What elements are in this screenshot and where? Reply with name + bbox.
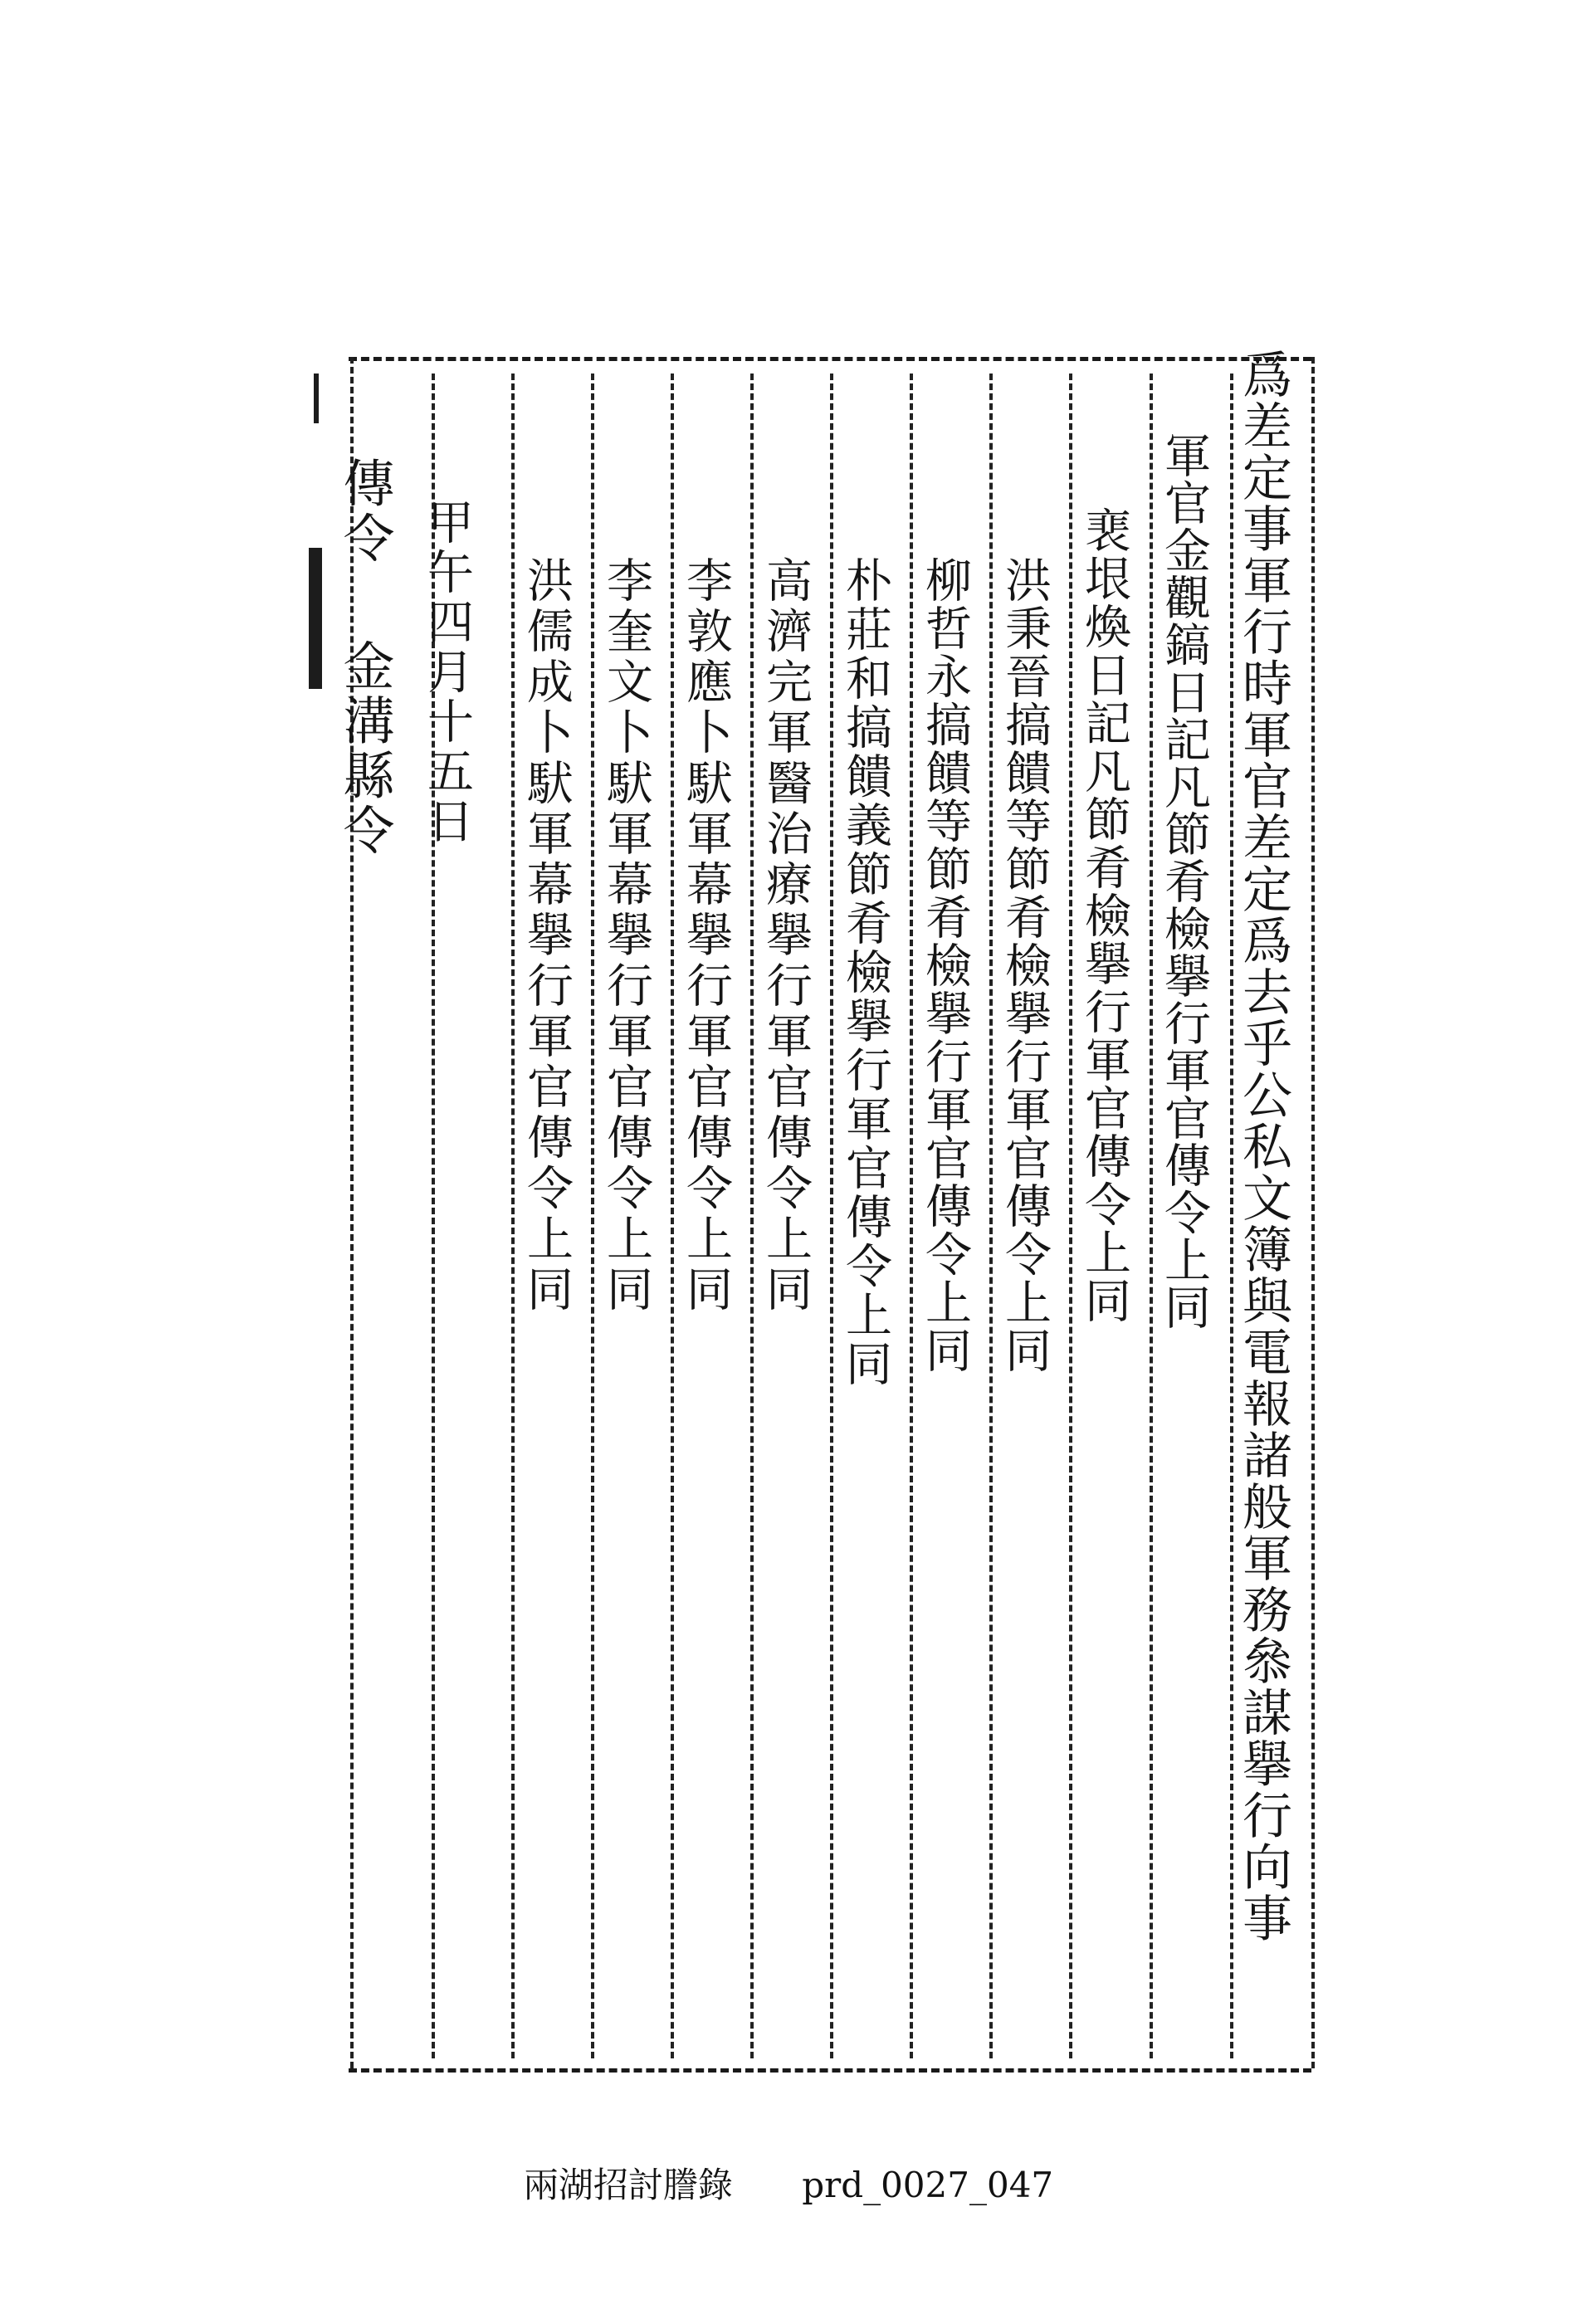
right-border-rule	[1311, 357, 1315, 2068]
column-rule	[1150, 374, 1153, 2058]
page-caption	[0, 2158, 1577, 2208]
page-id: prd_0027_047	[802, 2165, 1054, 2205]
entry-column: 李敦應卜䭾軍幕擧行軍官傳令上同	[679, 556, 733, 1316]
column-rule	[910, 374, 913, 2058]
date-column: 甲午四月十五日	[420, 498, 474, 847]
column-rule	[591, 374, 594, 2058]
column-rule	[1069, 374, 1072, 2058]
entry-column: 軍官金觀鎬日記凡節肴檢擧行軍官傳令上同	[1157, 432, 1211, 1330]
closing-office: 金溝縣令	[334, 639, 395, 858]
column-rule	[750, 374, 754, 2058]
manuscript-page	[315, 349, 1328, 2083]
entry-column: 裵垠煥日記凡節肴檢擧行軍官傳令上同	[1077, 506, 1131, 1325]
entry-column: 洪儒成卜䭾軍幕擧行軍官傳令上同	[520, 556, 574, 1316]
binding-edge-mark	[314, 374, 319, 423]
book-title: 兩湖招討謄錄	[523, 2165, 733, 2205]
top-border-rule	[349, 357, 1311, 361]
bottom-border-rule	[349, 2068, 1311, 2073]
binding-edge-mark	[309, 548, 322, 689]
column-rule	[830, 374, 833, 2058]
column-rule	[989, 374, 993, 2058]
column-rule	[511, 374, 515, 2058]
left-border-rule	[350, 357, 354, 2068]
column-rule	[1230, 374, 1233, 2058]
heading-column: 爲差定事軍行時軍官差定爲去乎公私文簿與電報諸般軍務叅謀擧行向事	[1234, 349, 1292, 1944]
entry-column: 洪秉晉搞饋等節肴檢擧行軍官傳令上同	[998, 556, 1052, 1374]
entry-column: 柳哲永搞饋等節肴檢擧行軍官傳令上同	[918, 556, 972, 1374]
entry-column: 朴莊和搞饋義節肴檢擧行軍官傳令上同	[838, 556, 892, 1389]
entry-column: 李奎文卜䭾軍幕擧行軍官傳令上同	[599, 556, 653, 1316]
closing-label: 傳令	[334, 456, 395, 566]
column-rule	[671, 374, 674, 2058]
entry-column: 高濟完軍醫治療擧行軍官傳令上同	[759, 556, 813, 1316]
